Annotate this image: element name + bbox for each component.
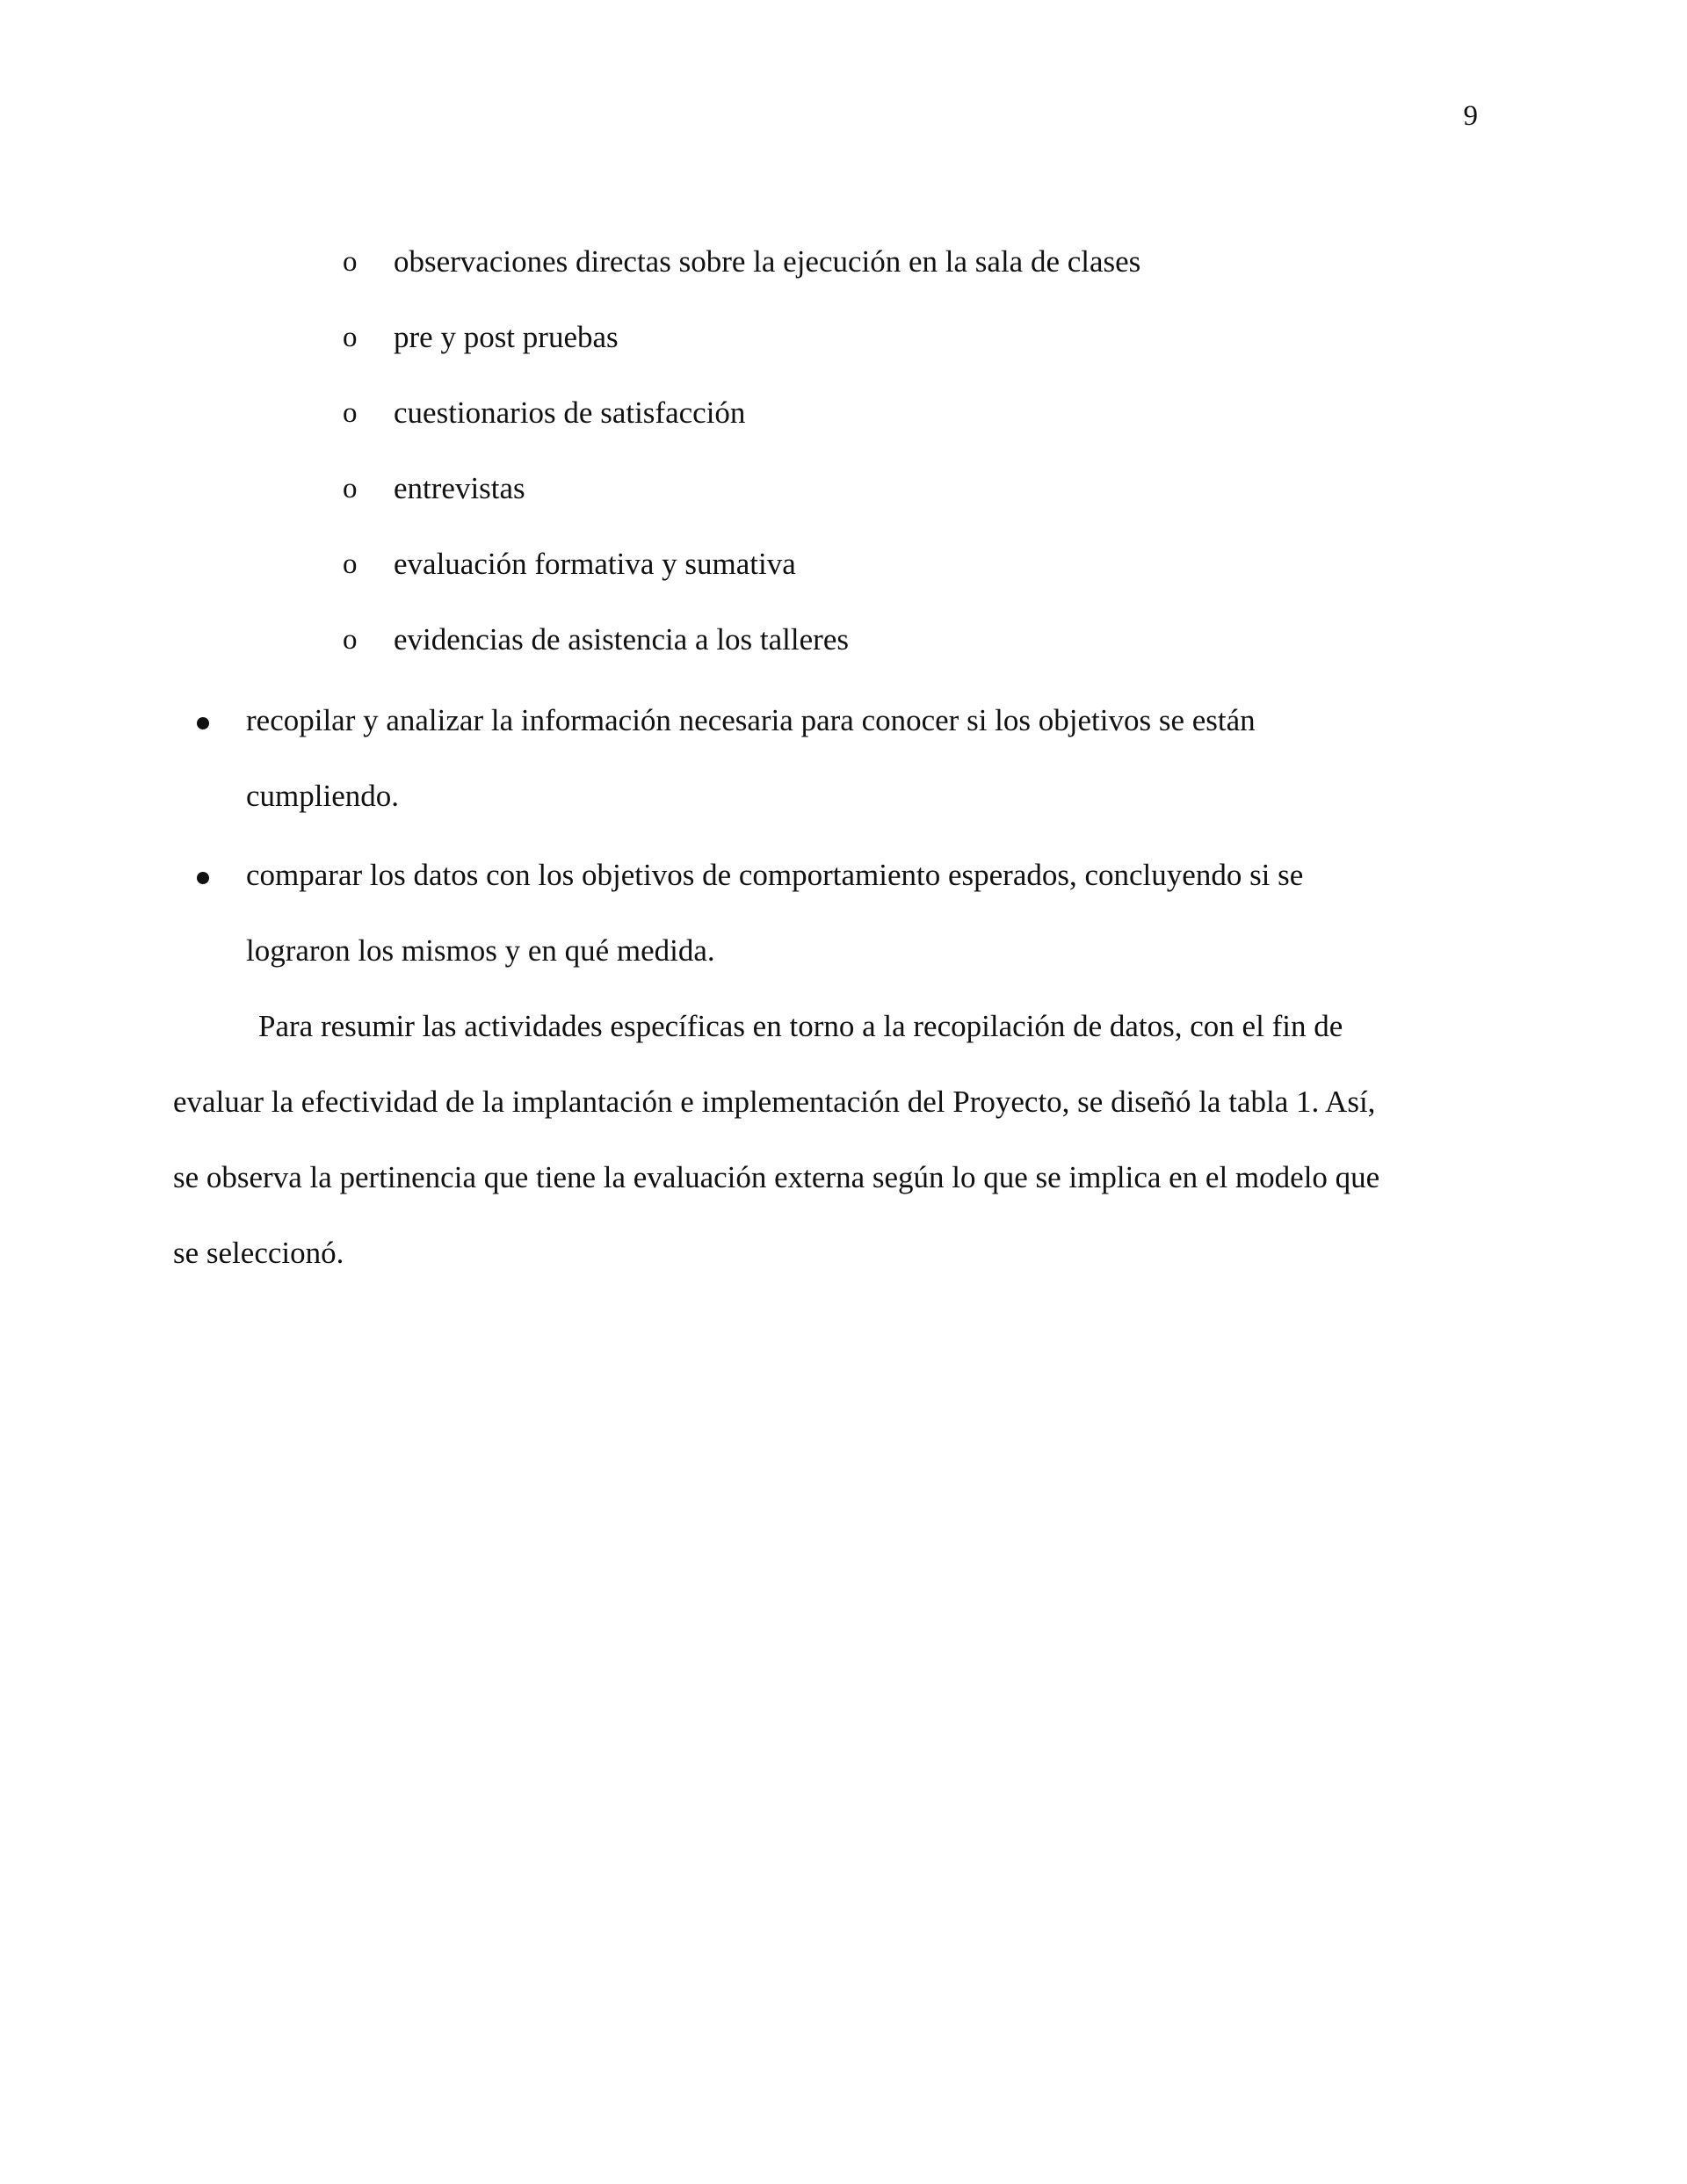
sub-list-item-text: cuestionarios de satisfacción <box>394 395 746 430</box>
bullet-item-line: recopilar y analizar la información necesaria para conocer si los objetivos se están <box>246 703 1256 737</box>
paragraph-line: Para resumir las actividades específicas en torno a la recopilación de datos, con el fin de <box>258 1009 1343 1043</box>
sub-list-marker: o <box>343 322 358 353</box>
paragraph-line: se seleccionó. <box>173 1236 344 1270</box>
paragraph-line: se observa la pertinencia que tiene la evaluación externa según lo que se implica en el modelo que <box>173 1160 1380 1194</box>
bullet-item-line: comparar los datos con los objetivos de comportamiento esperados, concluyendo si se <box>246 858 1304 892</box>
sub-list-item-text: observaciones directas sobre la ejecución en la sala de clases <box>394 244 1141 279</box>
bullet-icon <box>197 872 209 884</box>
paragraph-line: evaluar la efectividad de la implantación e implementación del Proyecto, se diseñó la tabla 1. Así, <box>173 1085 1376 1119</box>
sub-list-item-text: entrevistas <box>394 471 525 505</box>
page-number: 9 <box>1463 100 1478 132</box>
sub-list-marker: o <box>343 624 358 656</box>
bullet-icon <box>197 717 209 729</box>
sub-list-marker: o <box>343 548 358 580</box>
sub-list-item-text: evidencias de asistencia a los talleres <box>394 622 849 657</box>
bullet-item-line: cumpliendo. <box>246 779 399 813</box>
sub-list-item-text: pre y post pruebas <box>394 320 619 354</box>
sub-list-marker: o <box>343 473 358 504</box>
sub-list-marker: o <box>343 246 358 278</box>
sub-list-marker: o <box>343 397 358 429</box>
bullet-item-line: lograron los mismos y en qué medida. <box>246 933 715 968</box>
sub-list-item-text: evaluación formativa y sumativa <box>394 547 796 581</box>
